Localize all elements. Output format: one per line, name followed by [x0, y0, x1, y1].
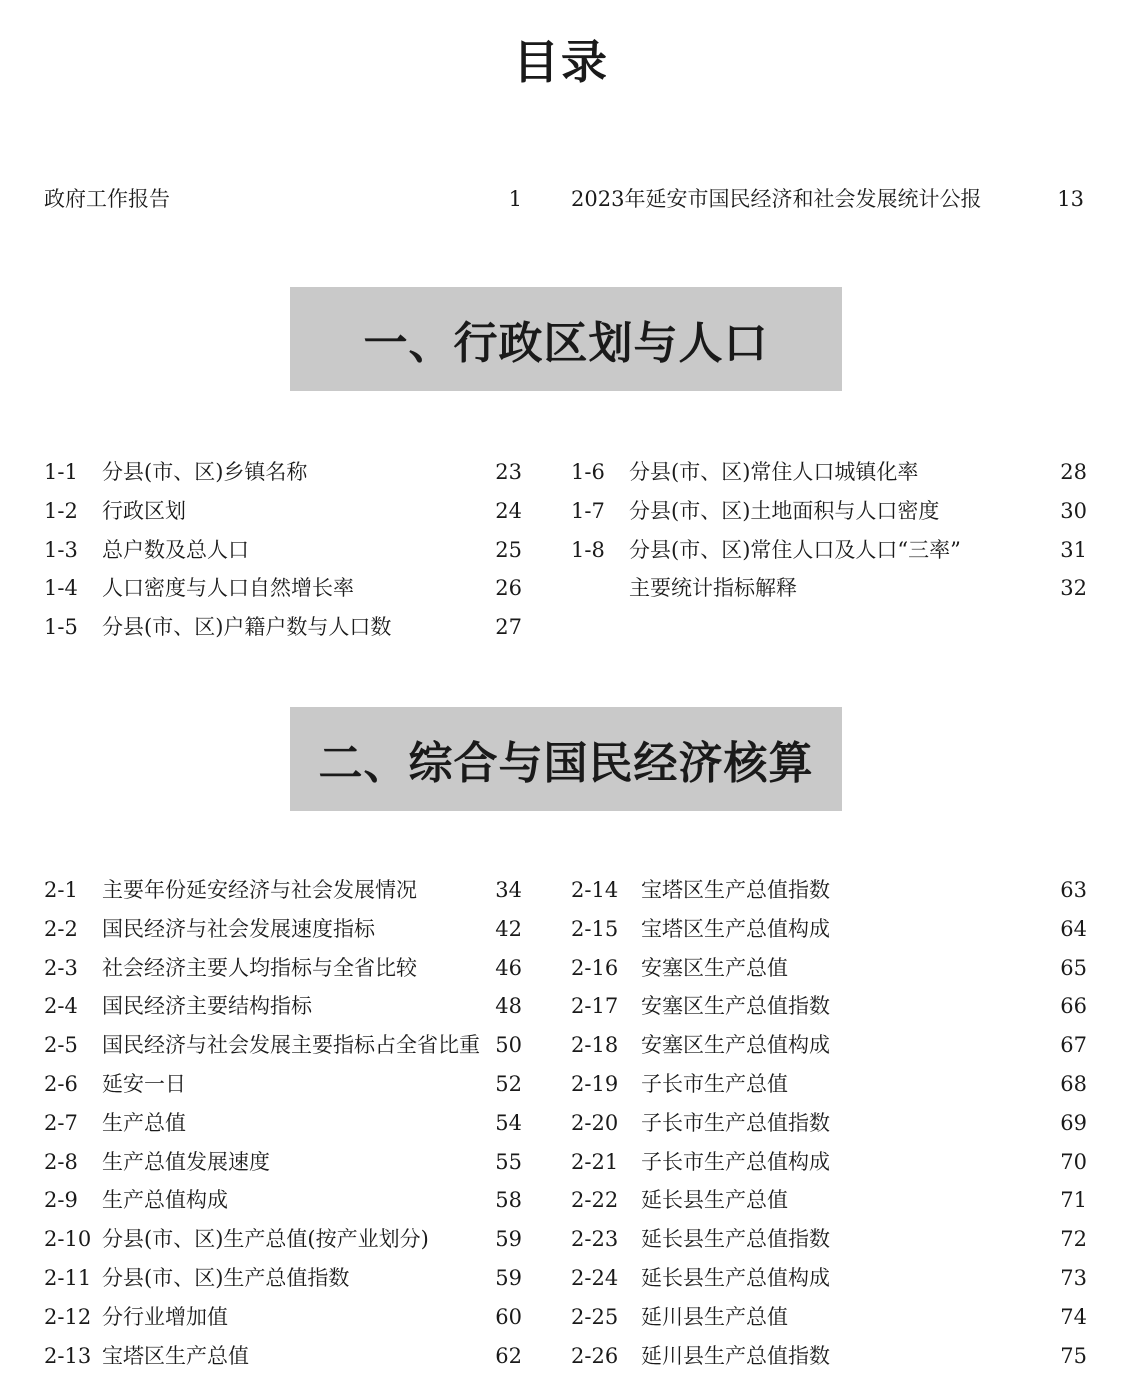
- toc-entry-code: 2-26: [571, 1344, 619, 1368]
- toc-entry[interactable]: [571, 1030, 1087, 1060]
- toc-entry[interactable]: [571, 1224, 1087, 1254]
- toc-entry-label: 主要年份延安经济与社会发展情况: [102, 878, 417, 902]
- toc-entry-label: 分县(市、区)常住人口及人口“三率”: [629, 538, 961, 562]
- toc-entry[interactable]: [571, 953, 1087, 983]
- toc-entry-label: 延长县生产总值指数: [641, 1227, 830, 1251]
- toc-entry-label: 社会经济主要人均指标与全省比较: [102, 956, 417, 980]
- toc-entry-label: 子长市生产总值: [641, 1072, 788, 1096]
- toc-entry-label: 生产总值发展速度: [102, 1150, 270, 1174]
- toc-entry-code: 2-9: [44, 1188, 78, 1212]
- toc-entry[interactable]: [44, 612, 522, 642]
- toc-entry-code: 2-10: [44, 1227, 92, 1251]
- toc-entry-code: 1-6: [571, 460, 605, 484]
- toc-entry-label: 分县(市、区)乡镇名称: [102, 460, 308, 484]
- section-title: 一、行政区划与人口: [363, 318, 769, 369]
- toc-entry[interactable]: [44, 1108, 522, 1138]
- toc-entry-label: 延川县生产总值: [641, 1305, 788, 1329]
- toc-entry-label: 延长县生产总值: [641, 1188, 788, 1212]
- toc-entry-code: 2-14: [571, 878, 619, 902]
- toc-entry-label: 延安一日: [102, 1072, 186, 1096]
- toc-entry-label: 分县(市、区)生产总值指数: [102, 1266, 350, 1290]
- toc-entry-label: 延川县生产总值指数: [641, 1344, 830, 1368]
- toc-entry-label: 宝塔区生产总值构成: [641, 917, 830, 941]
- toc-entry-page: 32: [1060, 576, 1087, 600]
- toc-entry-page: 59: [495, 1266, 522, 1290]
- toc-entry-label: 安塞区生产总值构成: [641, 1033, 830, 1057]
- toc-entry-page: 69: [1060, 1111, 1087, 1135]
- toc-entry-code: 1-8: [571, 538, 605, 562]
- toc-entry-code: 1-4: [44, 576, 78, 600]
- toc-entry-code: 2-11: [44, 1266, 92, 1290]
- toc-entry[interactable]: [44, 1030, 522, 1060]
- toc-entry-label: 总户数及总人口: [102, 538, 249, 562]
- toc-entry-page: 34: [495, 878, 522, 902]
- toc-entry[interactable]: [571, 535, 1087, 565]
- toc-entry-page: 30: [1060, 499, 1087, 523]
- toc-entry-code: 1-2: [44, 499, 78, 523]
- toc-entry[interactable]: [571, 496, 1087, 526]
- toc-entry[interactable]: [571, 914, 1087, 944]
- toc-entry-code: 2-21: [571, 1150, 619, 1174]
- toc-entry-page: 66: [1060, 994, 1087, 1018]
- toc-entry-page: 65: [1060, 956, 1087, 980]
- toc-entry[interactable]: [44, 1263, 522, 1293]
- toc-entry-code: 2-22: [571, 1188, 619, 1212]
- toc-entry[interactable]: [44, 1147, 522, 1177]
- toc-entry-code: 2-5: [44, 1033, 78, 1057]
- section-title: 二、综合与国民经济核算: [318, 738, 814, 789]
- toc-entry-label: 国民经济与社会发展主要指标占全省比重: [102, 1033, 480, 1057]
- toc-entry-page: 70: [1060, 1150, 1087, 1174]
- toc-entry-label: 安塞区生产总值: [641, 956, 788, 980]
- toc-entry-page: 27: [495, 615, 522, 639]
- toc-entry-label: 国民经济主要结构指标: [102, 994, 312, 1018]
- toc-entry-page: 23: [495, 460, 522, 484]
- toc-entry-code: 2-17: [571, 994, 619, 1018]
- toc-entry[interactable]: [571, 1147, 1087, 1177]
- toc-entry-code: 2-15: [571, 917, 619, 941]
- toc-entry[interactable]: [44, 1341, 522, 1371]
- toc-entry[interactable]: [571, 1108, 1087, 1138]
- toc-entry[interactable]: [44, 496, 522, 526]
- toc-entry[interactable]: [44, 1302, 522, 1332]
- toc-entry-code: 2-20: [571, 1111, 619, 1135]
- toc-entry-page: 26: [495, 576, 522, 600]
- toc-entry-label: 宝塔区生产总值指数: [641, 878, 830, 902]
- toc-entry-page: 67: [1060, 1033, 1087, 1057]
- toc-entry-page: 48: [495, 994, 522, 1018]
- toc-entry-page: 62: [495, 1344, 522, 1368]
- toc-entry-page: 71: [1060, 1188, 1087, 1212]
- toc-entry-page: 50: [495, 1033, 522, 1057]
- toc-entry-code: 2-25: [571, 1305, 619, 1329]
- toc-entry[interactable]: [571, 1341, 1087, 1371]
- toc-entry-page: 74: [1060, 1305, 1087, 1329]
- toc-entry-label: 人口密度与人口自然增长率: [102, 576, 354, 600]
- toc-entry-code: 1-7: [571, 499, 605, 523]
- toc-entry-intro-left[interactable]: [44, 184, 522, 214]
- toc-entry-label: 子长市生产总值指数: [641, 1111, 830, 1135]
- toc-entry-label: 分县(市、区)生产总值(按产业划分): [102, 1227, 429, 1251]
- toc-entry-label: 安塞区生产总值指数: [641, 994, 830, 1018]
- toc-entry[interactable]: [44, 953, 522, 983]
- toc-entry-page: 55: [495, 1150, 522, 1174]
- toc-entry[interactable]: [571, 875, 1087, 905]
- toc-entry[interactable]: [44, 1224, 522, 1254]
- toc-entry-label: 生产总值: [102, 1111, 186, 1135]
- toc-entry-code: 2-16: [571, 956, 619, 980]
- toc-entry-page: 1: [508, 187, 522, 211]
- toc-entry[interactable]: [44, 991, 522, 1021]
- toc-entry-code: 2-12: [44, 1305, 92, 1329]
- toc-entry[interactable]: [571, 1185, 1087, 1215]
- toc-entry-label: 子长市生产总值构成: [641, 1150, 830, 1174]
- toc-entry-label: 政府工作报告: [44, 187, 170, 211]
- toc-entry[interactable]: [571, 457, 1087, 487]
- toc-entry[interactable]: [571, 1263, 1087, 1293]
- toc-entry-page: 73: [1060, 1266, 1087, 1290]
- toc-entry[interactable]: [44, 535, 522, 565]
- toc-entry-label: 宝塔区生产总值: [102, 1344, 249, 1368]
- toc-entry[interactable]: [44, 1185, 522, 1215]
- toc-entry-label: 国民经济与社会发展速度指标: [102, 917, 375, 941]
- toc-entry-page: 13: [1057, 187, 1084, 211]
- toc-entry-label: 延长县生产总值构成: [641, 1266, 830, 1290]
- toc-entry-code: 2-4: [44, 994, 78, 1018]
- toc-entry-label: 生产总值构成: [102, 1188, 228, 1212]
- toc-entry-page: 59: [495, 1227, 522, 1251]
- toc-entry[interactable]: [44, 457, 522, 487]
- toc-entry-page: 75: [1060, 1344, 1087, 1368]
- toc-entry-page: 28: [1060, 460, 1087, 484]
- toc-entry-page: 72: [1060, 1227, 1087, 1251]
- toc-entry-page: 24: [495, 499, 522, 523]
- toc-entry-page: 25: [495, 538, 522, 562]
- section-heading-2: [290, 707, 842, 811]
- toc-entry[interactable]: [44, 914, 522, 944]
- toc-entry-code: 2-7: [44, 1111, 78, 1135]
- toc-entry-label: 分行业增加值: [102, 1305, 228, 1329]
- toc-entry-code: 1-5: [44, 615, 78, 639]
- toc-entry-code: 2-3: [44, 956, 78, 980]
- toc-entry[interactable]: [571, 991, 1087, 1021]
- toc-entry-intro-right[interactable]: [571, 184, 1084, 214]
- toc-entry-page: 31: [1060, 538, 1087, 562]
- toc-entry[interactable]: [571, 1302, 1087, 1332]
- toc-entry-label: 分县(市、区)土地面积与人口密度: [629, 499, 940, 523]
- toc-entry-label: 行政区划: [102, 499, 186, 523]
- toc-entry[interactable]: [571, 1069, 1087, 1099]
- toc-entry-code: 2-2: [44, 917, 78, 941]
- toc-entry-code: 1-1: [44, 460, 78, 484]
- toc-entry[interactable]: [571, 573, 1087, 603]
- toc-entry-code: 1-3: [44, 538, 78, 562]
- toc-entry-page: 63: [1060, 878, 1087, 902]
- toc-entry-page: 46: [495, 956, 522, 980]
- toc-entry-page: 60: [495, 1305, 522, 1329]
- toc-entry-code: 2-13: [44, 1344, 92, 1368]
- toc-entry-code: 2-1: [44, 878, 78, 902]
- toc-entry[interactable]: [44, 1069, 522, 1099]
- toc-entry-label: 2023年延安市国民经济和社会发展统计公报: [571, 187, 982, 211]
- toc-entry-code: 2-18: [571, 1033, 619, 1057]
- toc-entry-label: 分县(市、区)户籍户数与人口数: [102, 615, 392, 639]
- page-title: 目录: [513, 35, 609, 89]
- section-heading-1: [290, 287, 842, 391]
- toc-entry-label: 主要统计指标解释: [629, 576, 797, 600]
- toc-entry[interactable]: [44, 875, 522, 905]
- toc-entry-code: 2-6: [44, 1072, 78, 1096]
- toc-entry-code: 2-23: [571, 1227, 619, 1251]
- toc-entry-page: 58: [495, 1188, 522, 1212]
- toc-entry-code: 2-24: [571, 1266, 619, 1290]
- toc-entry-label: 分县(市、区)常住人口城镇化率: [629, 460, 919, 484]
- toc-entry-code: 2-19: [571, 1072, 619, 1096]
- toc-entry-page: 54: [495, 1111, 522, 1135]
- toc-entry-page: 42: [495, 917, 522, 941]
- toc-entry-code: 2-8: [44, 1150, 78, 1174]
- toc-entry-page: 68: [1060, 1072, 1087, 1096]
- toc-entry[interactable]: [44, 573, 522, 603]
- toc-entry-page: 52: [495, 1072, 522, 1096]
- toc-entry-page: 64: [1060, 917, 1087, 941]
